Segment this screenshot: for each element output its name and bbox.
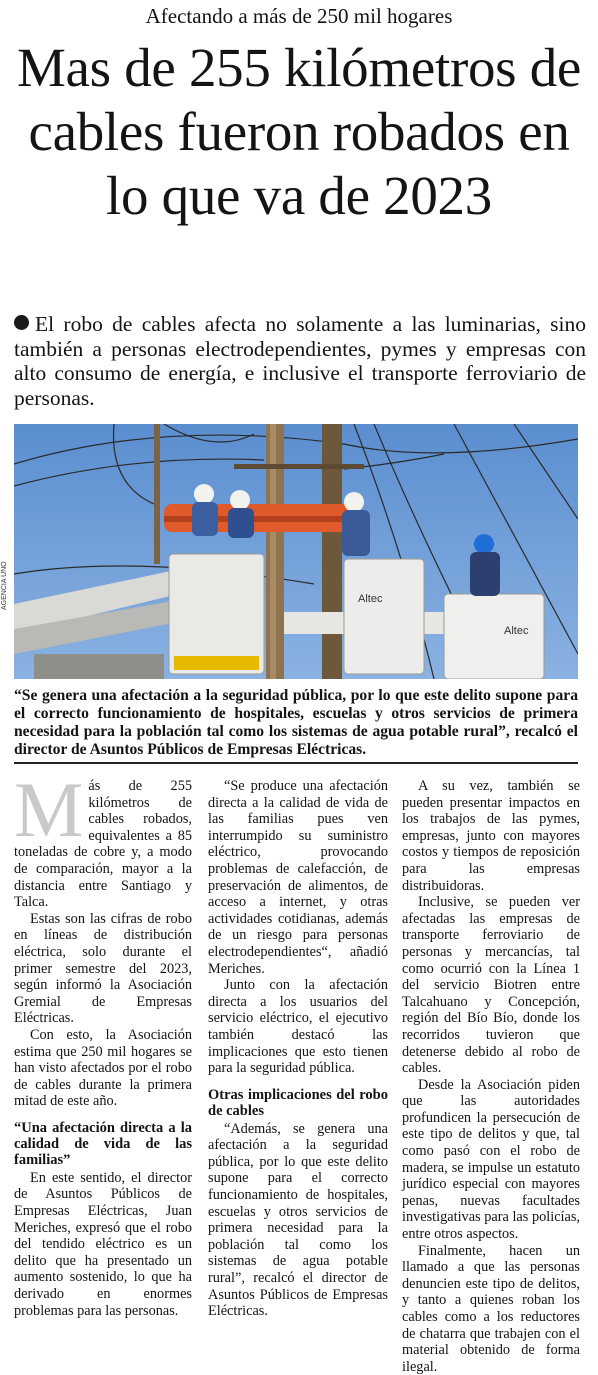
paragraph-text: ás de 255 kilómetros de cables robados, equivalentes a 85 toneladas de cobre y, a modo de comparación, mayor a la distancia entre Santiago y Talca. (14, 778, 192, 911)
paragraph: Finalmente, hacen un llamado a que las personas denuncien este tipo de delitos, y tanto a quienes roban los cables como a los reductores de chatarra que trabajen con el material obtenido de forma ilegal. (402, 1242, 580, 1375)
article-lede (14, 312, 586, 410)
paragraph: Junto con la afectación directa a los usuarios del servicio eléctrico, el ejecutivo también destacó las implicaciones que esto tienen para la seguridad pública. (208, 977, 388, 1077)
paragraph: Inclusive, se pueden ver afectadas las empresas de transporte ferroviario de personas y mercancías, tal como ocurrió con la Línea 1 del servicio Biotren entre Talcahuano y Concepción, región del Bío Bío, donde los recorridos tuvieron que detenerse debido al robo de cables. (402, 894, 580, 1077)
column-2 (208, 778, 388, 1320)
article-headline: Mas de 255 kilómetros de cables fueron robados en lo que va de 2023 (16, 37, 582, 226)
paragraph: Desde la Asociación piden que las autoridades profundicen la persecución de este tipo de delitos y que, tal como pasó con el robo de madera, se impulse un estatuto jurídico especial con mayores penas, nuevas facultades investigativas para las policías, entre otros aspectos. (402, 1076, 580, 1243)
paragraph: Estas son las cifras de robo en líneas de distribución eléctrica, solo durante el primer semestre del 2023, según informó la Asociación Gremial de Empresas Eléctricas. (14, 910, 192, 1027)
dropcap-letter: M (14, 766, 84, 853)
paragraph: En este sentido, el director de Asuntos Públicos de Empresas Eléctricas, Juan Meriches, expresó que el robo del tendido eléctrico es un delito que ha presentado un aumento sostenido, lo que ha derivado en enormes problemas para las personas. (14, 1169, 192, 1319)
photo-credit: AGENCIA UNO (1, 561, 8, 610)
column-3 (402, 778, 580, 1375)
paragraph: “Además, se genera una afectación a la seguridad pública, por lo que este delito supone para el correcto funcionamiento de hospitales, escuelas y otros servicios de primera necesidad para la población tal como los sistemas de agua potable rural”, recalcó el director de Asuntos Públicos de Empresas Eléctricas. (208, 1120, 388, 1320)
section-subhead: “Una afectación directa a la calidad de vida de las familias” (14, 1119, 192, 1168)
article-photo (14, 424, 578, 679)
article-kicker: Afectando a más de 250 mil hogares (145, 4, 453, 28)
power-line-workers-illustration (14, 424, 578, 679)
section-subhead: Otras implicaciones del robo de cables (208, 1086, 388, 1119)
bullet-dot-icon (14, 315, 29, 330)
paragraph: A su vez, también se pueden presentar impactos en los trabajos de las pymes, empresas, junto con mayores costos y tiempos de reposición para las empresas distribuidoras. (402, 778, 580, 894)
bucket-brand-2: Altec (504, 625, 529, 637)
pull-quote: “Se genera una afectación a la seguridad pública, por lo que este delito supone para el correcto funcionamiento de hospitales, escuelas y otros servicios de primera necesidad para la población tal como los sistemas de agua potable rural”, recalcó el director de Asuntos Públicos de Empresas Eléctricas. (14, 687, 578, 758)
bucket-brand-1: Altec (358, 593, 383, 605)
lede-text: El robo de cables afecta no solamente a las luminarias, sino también a personas electrodependientes, pymes y empresas con alto consumo de energía, e inclusive el transporte ferroviario de personas. (14, 312, 586, 410)
paragraph (14, 766, 192, 911)
divider-rule (14, 762, 578, 764)
paragraph: “Se produce una afectación directa a la calidad de vida de las familias pues ven interrumpido su suministro eléctrico, provocando problemas de calefacción, de preservación de alimentos, de acceso a internet, y otras actividades cotidianas, además de un riesgo para personas electrodependientes“, añadió Meriches. (208, 778, 388, 977)
paragraph: Con esto, la Asociación estima que 250 mil hogares se han visto afectados por el robo de cables durante la primera mitad de este año. (14, 1026, 192, 1110)
column-1 (14, 766, 192, 1319)
